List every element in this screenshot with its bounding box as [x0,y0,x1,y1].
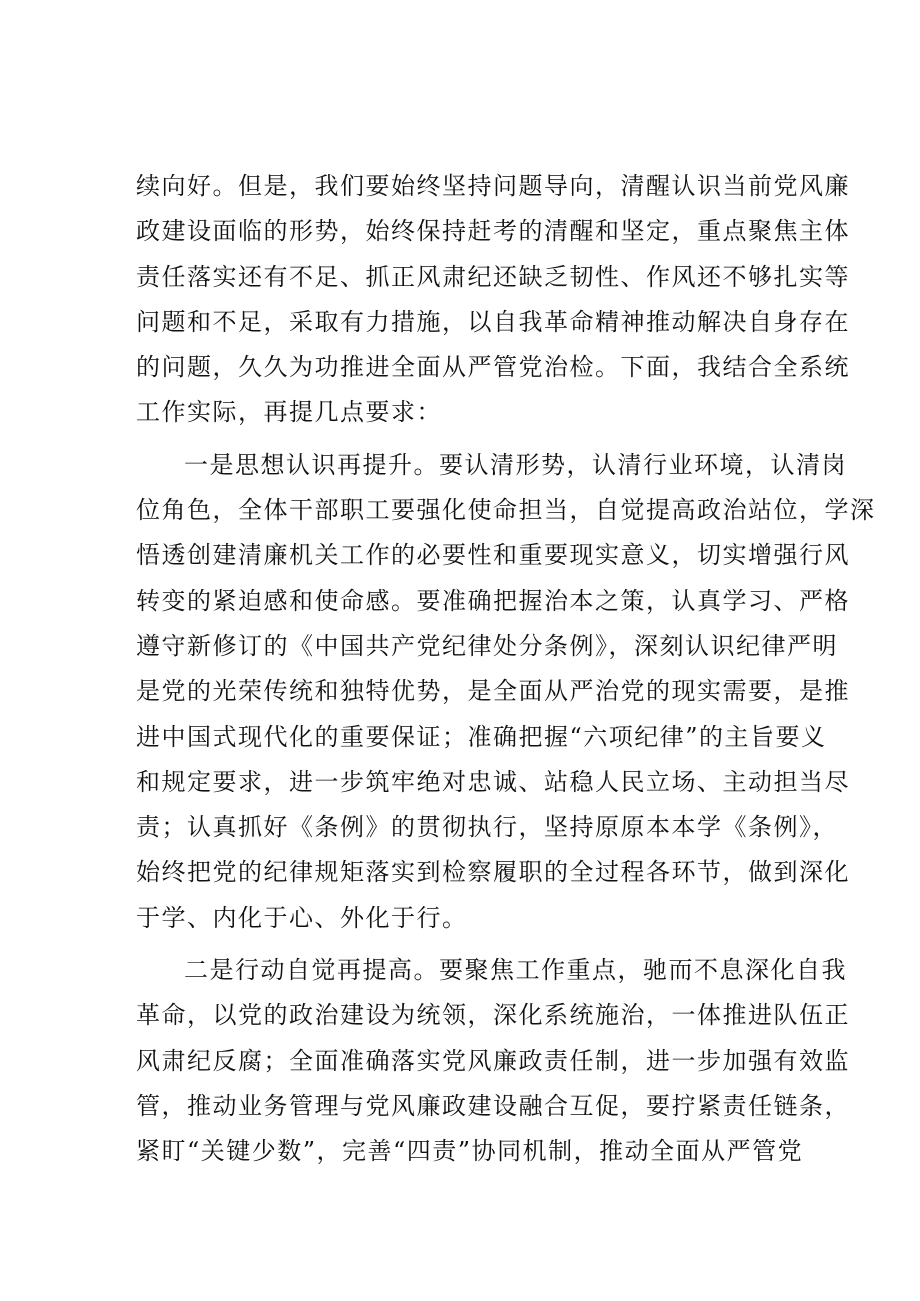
text-line: 责任落实还有不足、抓正风肃纪还缺乏韧性、作风还不够扎实等 [136,262,850,291]
text-line: 悟透创建清廉机关工作的必要性和重要现实意义，切实增强行风 [136,541,850,570]
paragraph-action-awareness [136,948,850,1174]
text-line: 一是思想认识再提升。要认清形势，认清行业环境，认清岗 [184,450,847,479]
text-line: 于学、内化于心、外化于行。 [136,903,468,932]
text-line: 续向好。但是，我们要始终坚持问题导向，清醒认识当前党风廉 [136,172,850,200]
text-line: 革命，以党的政治建设为统领，深化系统施治，一体推进队伍正 [136,1001,850,1030]
text-line: 遵守新修订的《中国共产党纪律处分条例》，深刻认识纪律严明 [136,631,838,660]
text-line: 转变的紧迫感和使命感。要准确把握治本之策，认真学习、严格 [136,586,850,615]
text-line: 问题和不足，采取有力措施，以自我革命精神推动解决自身存在 [136,307,850,336]
text-line: 的问题，久久为功推进全面从严管党治检。下面，我结合全系统 [136,353,850,382]
text-line: 二是行动自觉再提高。要聚焦工作重点，驰而不息深化自我 [184,956,847,985]
text-line: 进中国式现代化的重要保证；准确把握“六项纪律”的主旨要义 [136,722,827,751]
text-line: 工作实际，再提几点要求： [136,398,442,427]
text-line: 责；认真抓好《条例》的贯彻执行，坚持原原本本学《条例》， [136,813,838,842]
paragraph-spacer [136,436,784,443]
text-line: 管，推动业务管理与党风廉政建设融合互促，要拧紧责任链条， [136,1091,850,1120]
text-line: 紧盯“关键少数”，完善“四责”协同机制，推动全面从严管党 [136,1137,804,1166]
text-line: 政建设面临的形势，始终保持赶考的清醒和坚定，重点聚焦主体 [136,217,850,246]
text-line: 风肃纪反腐；全面准确落实党风廉政责任制，进一步加强有效监 [136,1046,850,1075]
document-body [136,164,876,1175]
paragraph-spacer [136,941,784,948]
paragraph-continuation [136,164,850,436]
text-line: 是党的光荣传统和独特优势，是全面从严治党的现实需要，是推 [136,677,850,706]
text-line: 位角色，全体干部职工要强化使命担当，自觉提高政治站位，学深 [136,496,876,525]
text-line: 始终把党的纪律规矩落实到检察履职的全过程各环节，做到深化 [136,858,850,887]
paragraph-thought-awareness [136,443,876,941]
text-line: 和规定要求，进一步筑牢绝对忠诚、站稳人民立场、主动担当尽 [136,767,850,796]
